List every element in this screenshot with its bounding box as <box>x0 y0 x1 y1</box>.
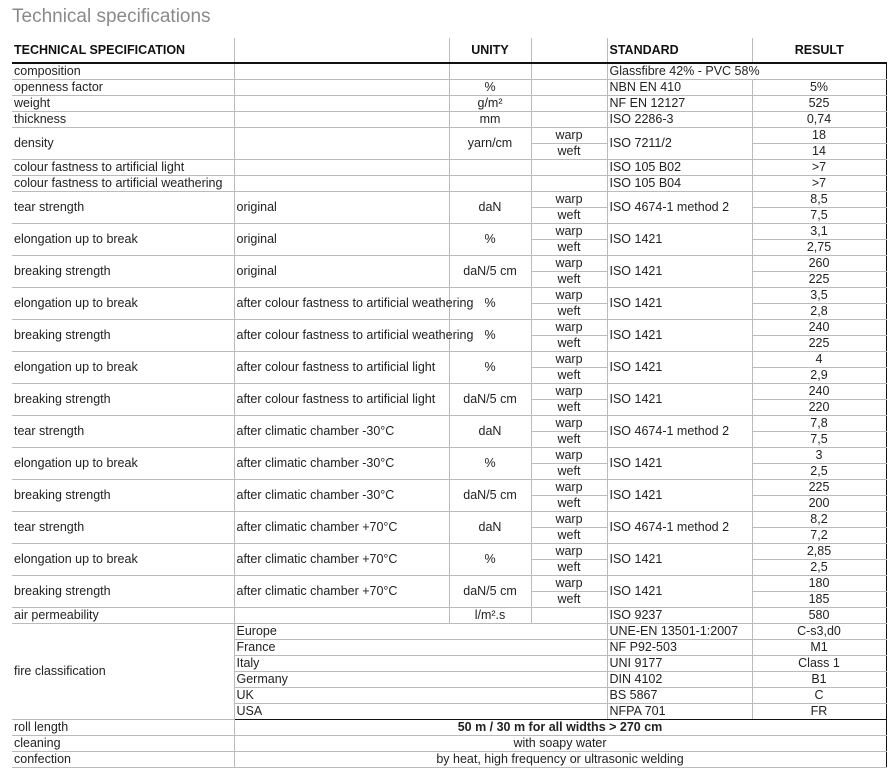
direction-weft: weft <box>531 400 607 416</box>
unit-cell: daN/5 cm <box>449 576 531 608</box>
direction-weft: weft <box>531 144 607 160</box>
condition-cell: after climatic chamber -30°C <box>234 480 449 512</box>
table-row <box>12 608 886 624</box>
result-warp: 3,5 <box>752 288 886 304</box>
direction-warp: warp <box>531 128 607 144</box>
standard-cell: ISO 7211/2 <box>607 128 752 160</box>
table-row <box>12 80 886 96</box>
direction-warp: warp <box>531 384 607 400</box>
condition-cell <box>234 128 449 160</box>
fire-result: M1 <box>752 640 886 656</box>
condition-cell <box>234 176 449 192</box>
condition-cell <box>234 80 449 96</box>
standard-cell: ISO 1421 <box>607 480 752 512</box>
table-row <box>12 256 886 272</box>
property-cell: tear strength <box>12 192 234 224</box>
table-row <box>12 224 886 240</box>
result-weft: 2,75 <box>752 240 886 256</box>
unit-cell: l/m².s <box>449 608 531 624</box>
property-cell: breaking strength <box>12 480 234 512</box>
property-cell: elongation up to break <box>12 288 234 320</box>
condition-cell <box>234 608 449 624</box>
table-row <box>12 448 886 464</box>
fire-result: C-s3,d0 <box>752 624 886 640</box>
property-cell: density <box>12 128 234 160</box>
property-cell: colour fastness to artificial light <box>12 160 234 176</box>
result-warp: 180 <box>752 576 886 592</box>
table-row <box>12 160 886 176</box>
direction-warp: warp <box>531 512 607 528</box>
condition-cell: after colour fastness to artificial light <box>234 352 449 384</box>
result-cell: 580 <box>752 608 886 624</box>
direction-warp: warp <box>531 288 607 304</box>
result-weft: 2,9 <box>752 368 886 384</box>
condition-cell: original <box>234 256 449 288</box>
table-row <box>12 624 886 640</box>
condition-cell <box>234 63 449 80</box>
property-cell: weight <box>12 96 234 112</box>
unit-cell <box>449 160 531 176</box>
roll-length-value: 50 m / 30 m for all widths > 270 cm <box>234 720 886 736</box>
direction-warp: warp <box>531 224 607 240</box>
unit-cell: daN/5 cm <box>449 384 531 416</box>
direction-cell <box>531 112 607 128</box>
table-row <box>12 720 886 736</box>
fire-standard: UNI 9177 <box>607 656 752 672</box>
unit-cell <box>449 176 531 192</box>
condition-cell: after colour fastness to artificial weathering <box>234 320 449 352</box>
header-direction <box>531 38 607 63</box>
fire-standard: NFPA 701 <box>607 704 752 720</box>
direction-weft: weft <box>531 560 607 576</box>
standard-cell: ISO 1421 <box>607 288 752 320</box>
unit-cell: daN/5 cm <box>449 256 531 288</box>
result-weft: 220 <box>752 400 886 416</box>
standard-cell: ISO 1421 <box>607 448 752 480</box>
property-cell: breaking strength <box>12 384 234 416</box>
page-title: Technical specifications <box>12 6 211 27</box>
property-cell: elongation up to break <box>12 224 234 256</box>
unit-cell: % <box>449 352 531 384</box>
direction-warp: warp <box>531 480 607 496</box>
standard-cell: ISO 1421 <box>607 320 752 352</box>
condition-cell: after climatic chamber -30°C <box>234 416 449 448</box>
table-row <box>12 288 886 304</box>
result-cell: 0,74 <box>752 112 886 128</box>
table-row <box>12 736 886 752</box>
fire-country: USA <box>234 704 607 720</box>
direction-warp: warp <box>531 192 607 208</box>
condition-cell: after climatic chamber +70°C <box>234 512 449 544</box>
fire-result: FR <box>752 704 886 720</box>
table-row <box>12 96 886 112</box>
header-standard: STANDARD <box>607 38 752 63</box>
direction-cell <box>531 80 607 96</box>
result-weft: 185 <box>752 592 886 608</box>
standard-cell: ISO 1421 <box>607 224 752 256</box>
unit-cell: % <box>449 224 531 256</box>
direction-cell <box>531 176 607 192</box>
direction-weft: weft <box>531 496 607 512</box>
property-cell: elongation up to break <box>12 448 234 480</box>
condition-cell: after colour fastness to artificial weathering <box>234 288 449 320</box>
fire-country: Italy <box>234 656 607 672</box>
standard-cell: ISO 105 B02 <box>607 160 752 176</box>
direction-warp: warp <box>531 320 607 336</box>
fire-standard: DIN 4102 <box>607 672 752 688</box>
unit-cell: daN/5 cm <box>449 480 531 512</box>
result-warp: 225 <box>752 480 886 496</box>
header-unity: UNITY <box>449 38 531 63</box>
table-row <box>12 544 886 560</box>
condition-cell <box>234 96 449 112</box>
unit-cell: mm <box>449 112 531 128</box>
property-cell: air permeability <box>12 608 234 624</box>
standard-cell: NF EN 12127 <box>607 96 752 112</box>
confection-value: by heat, high frequency or ultrasonic welding <box>234 752 886 768</box>
header-row <box>12 38 886 63</box>
table-row <box>12 112 886 128</box>
direction-weft: weft <box>531 208 607 224</box>
header-result: RESULT <box>752 38 886 63</box>
result-warp: 7,8 <box>752 416 886 432</box>
property-cell: thickness <box>12 112 234 128</box>
result-weft: 2,5 <box>752 560 886 576</box>
table-row <box>12 512 886 528</box>
unit-cell: g/m² <box>449 96 531 112</box>
direction-weft: weft <box>531 240 607 256</box>
table-row <box>12 352 886 368</box>
table-row <box>12 176 886 192</box>
fire-result: C <box>752 688 886 704</box>
result-warp: 260 <box>752 256 886 272</box>
direction-weft: weft <box>531 272 607 288</box>
property-cell: confection <box>12 752 234 768</box>
direction-cell <box>531 63 607 80</box>
standard-cell: ISO 1421 <box>607 256 752 288</box>
standard-cell: Glassfibre 42% - PVC 58% <box>607 63 886 80</box>
property-cell: fire classification <box>12 624 234 720</box>
direction-weft: weft <box>531 368 607 384</box>
condition-cell: after climatic chamber +70°C <box>234 544 449 576</box>
result-warp: 18 <box>752 128 886 144</box>
direction-weft: weft <box>531 336 607 352</box>
result-warp: 240 <box>752 320 886 336</box>
standard-cell: ISO 1421 <box>607 352 752 384</box>
result-cell: >7 <box>752 160 886 176</box>
direction-weft: weft <box>531 528 607 544</box>
condition-cell: after climatic chamber -30°C <box>234 448 449 480</box>
result-warp: 3 <box>752 448 886 464</box>
table-row <box>12 128 886 144</box>
unit-cell: daN <box>449 416 531 448</box>
fire-country: Europe <box>234 624 607 640</box>
standard-cell: ISO 2286-3 <box>607 112 752 128</box>
unit-cell: % <box>449 320 531 352</box>
unit-cell: % <box>449 288 531 320</box>
direction-warp: warp <box>531 448 607 464</box>
condition-cell <box>234 112 449 128</box>
result-weft: 7,5 <box>752 208 886 224</box>
property-cell: elongation up to break <box>12 352 234 384</box>
table-row <box>12 576 886 592</box>
standard-cell: ISO 1421 <box>607 576 752 608</box>
standard-cell: NBN EN 410 <box>607 80 752 96</box>
table-row <box>12 320 886 336</box>
standard-cell: ISO 4674-1 method 2 <box>607 416 752 448</box>
fire-result: B1 <box>752 672 886 688</box>
standard-cell: ISO 4674-1 method 2 <box>607 192 752 224</box>
header-spec: TECHNICAL SPECIFICATION <box>12 38 234 63</box>
table-row <box>12 416 886 432</box>
unit-cell: % <box>449 80 531 96</box>
result-weft: 14 <box>752 144 886 160</box>
table-row <box>12 192 886 208</box>
direction-weft: weft <box>531 432 607 448</box>
direction-warp: warp <box>531 352 607 368</box>
result-weft: 2,5 <box>752 464 886 480</box>
table-row <box>12 752 886 768</box>
direction-cell <box>531 160 607 176</box>
direction-weft: weft <box>531 592 607 608</box>
result-weft: 2,8 <box>752 304 886 320</box>
property-cell: cleaning <box>12 736 234 752</box>
unit-cell <box>449 63 531 80</box>
unit-cell: yarn/cm <box>449 128 531 160</box>
table-row <box>12 480 886 496</box>
result-warp: 2,85 <box>752 544 886 560</box>
standard-cell: ISO 4674-1 method 2 <box>607 512 752 544</box>
property-cell: breaking strength <box>12 256 234 288</box>
direction-cell <box>531 96 607 112</box>
unit-cell: daN <box>449 512 531 544</box>
direction-warp: warp <box>531 544 607 560</box>
property-cell: colour fastness to artificial weathering <box>12 176 234 192</box>
standard-cell: ISO 9237 <box>607 608 752 624</box>
header-condition <box>234 38 449 63</box>
result-cell: 5% <box>752 80 886 96</box>
direction-warp: warp <box>531 576 607 592</box>
cleaning-value: with soapy water <box>234 736 886 752</box>
unit-cell: % <box>449 448 531 480</box>
technical-spec-table <box>12 38 887 768</box>
fire-country: UK <box>234 688 607 704</box>
fire-country: Germany <box>234 672 607 688</box>
result-cell: 525 <box>752 96 886 112</box>
table-row <box>12 63 886 80</box>
property-cell: breaking strength <box>12 320 234 352</box>
result-weft: 225 <box>752 272 886 288</box>
direction-cell <box>531 608 607 624</box>
standard-cell: ISO 105 B04 <box>607 176 752 192</box>
standard-cell: ISO 1421 <box>607 544 752 576</box>
table-row <box>12 384 886 400</box>
result-warp: 8,2 <box>752 512 886 528</box>
property-cell: elongation up to break <box>12 544 234 576</box>
fire-result: Class 1 <box>752 656 886 672</box>
result-warp: 8,5 <box>752 192 886 208</box>
property-cell: breaking strength <box>12 576 234 608</box>
property-cell: tear strength <box>12 416 234 448</box>
property-cell: composition <box>12 63 234 80</box>
condition-cell: after colour fastness to artificial light <box>234 384 449 416</box>
direction-warp: warp <box>531 416 607 432</box>
fire-standard: NF P92-503 <box>607 640 752 656</box>
standard-cell: ISO 1421 <box>607 384 752 416</box>
result-cell: >7 <box>752 176 886 192</box>
fire-standard: BS 5867 <box>607 688 752 704</box>
unit-cell: daN <box>449 192 531 224</box>
condition-cell <box>234 160 449 176</box>
direction-weft: weft <box>531 304 607 320</box>
property-cell: openness factor <box>12 80 234 96</box>
result-warp: 4 <box>752 352 886 368</box>
property-cell: roll length <box>12 720 234 736</box>
result-weft: 7,5 <box>752 432 886 448</box>
result-warp: 3,1 <box>752 224 886 240</box>
fire-standard: UNE-EN 13501-1:2007 <box>607 624 752 640</box>
unit-cell: % <box>449 544 531 576</box>
condition-cell: original <box>234 224 449 256</box>
result-weft: 225 <box>752 336 886 352</box>
result-weft: 200 <box>752 496 886 512</box>
direction-weft: weft <box>531 464 607 480</box>
result-weft: 7,2 <box>752 528 886 544</box>
fire-country: France <box>234 640 607 656</box>
direction-warp: warp <box>531 256 607 272</box>
result-warp: 240 <box>752 384 886 400</box>
condition-cell: after climatic chamber +70°C <box>234 576 449 608</box>
property-cell: tear strength <box>12 512 234 544</box>
condition-cell: original <box>234 192 449 224</box>
